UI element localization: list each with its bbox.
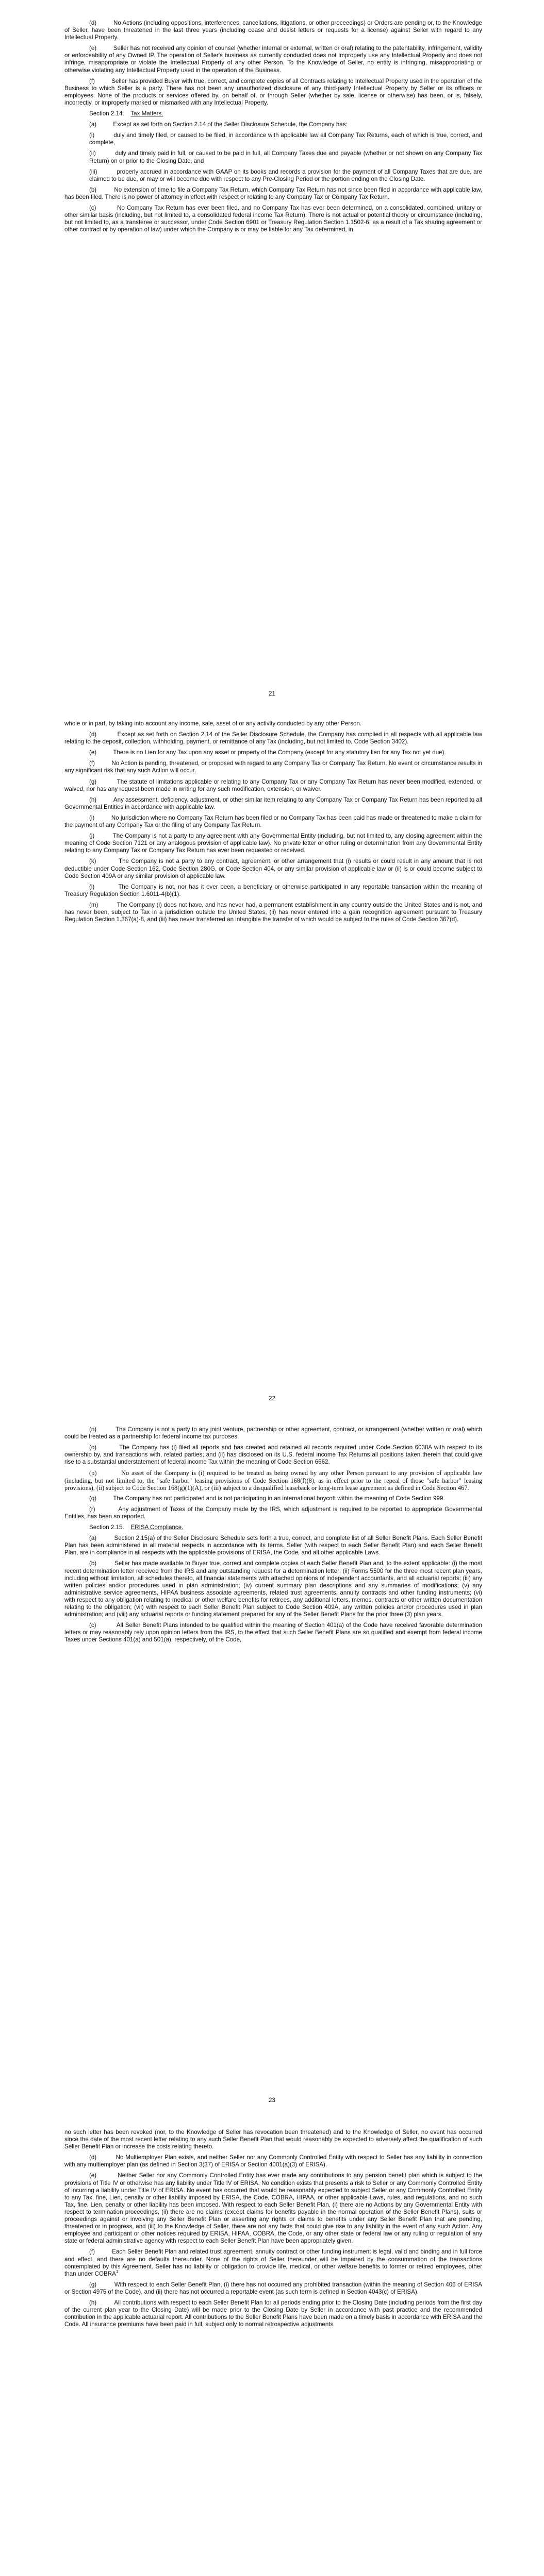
paragraph (64, 796, 482, 811)
paragraph-label: (q) (89, 1495, 97, 1502)
paragraph (64, 20, 482, 41)
footnote-reference: 1 (116, 2269, 119, 2274)
page-23-body (64, 1426, 482, 1647)
section-heading (89, 110, 482, 117)
paragraph-label: (g) (89, 778, 97, 785)
paragraph (64, 1426, 482, 1440)
sub-paragraph (64, 132, 482, 146)
paragraph-text: Neither Seller nor any Commonly Controlled Entity has ever made any contributions to any pension benefit plan which is subject to the provisions of Title IV or otherwise has any liability under Title IV of ERISA. No condition exists that presents a risk to Seller or any Commonly Controlled Entity of incurring a liability under Title IV of ERISA. No event has occurred that would be reasonably expected to subject Seller or any Commonly Controlled Entity to any Tax, fine, Lien, penalty or other liability imposed by ERISA, the Code, COBRA, HIPAA, or other applicable Laws, rules, and regulations, and no such Tax, fine, Lien, penalty or other liability has been imposed. With respect to each Seller Benefit Plan, (i) there are no Actions by any Governmental Entity with respect to termination proceedings, (ii) there are no claims (except claims for benefits payable in the normal operation of the Seller Benefit Plans), suits or proceedings against or involving any Seller Benefit Plan or asserting any rights or claims to benefits under any Seller Benefit Plan that are pending, threatened or in progress, and (iii) to the Knowledge of Seller, there are not any facts that could give rise to any liability in the event of any such Action. Any employee and participant or other notices required by ERISA, HIPAA, COBRA, the Code, or any other state or federal law or any ruling or regulation of any state or federal administrative agency with respect to each Seller Benefit Plan have been appropriately given. (64, 2172, 482, 2245)
paragraph-label: (d) (89, 2154, 97, 2161)
paragraph-label: (f) (89, 760, 95, 767)
paragraph-label: (f) (89, 77, 95, 84)
paragraph-label: (j) (89, 833, 95, 840)
paragraph (64, 2281, 482, 2296)
paragraph-text: duly and timely filed, or caused to be filed, in accordance with applicable law all Company Tax Returns, each of which is true, correct, and complete, (89, 132, 482, 146)
paragraph-label: (r) (89, 1505, 95, 1513)
paragraph-text: Any assessment, deficiency, adjustment, or other similar item relating to any Company Tax or Company Tax Return has been reported to all Governmental Entities in accordance with applicable law. (64, 796, 482, 810)
paragraph-text: Seller has provided Buyer with true, correct, and complete copies of all Contracts relating to Intellectual Property used in the operation of the Business to which Seller is a party. There has not been any unauthorized disclosure of any third-party Intellectual Property by Seller or its officers or employees. None of the products or services offered by, on behalf of, or through Seller (whether by sale, license or otherwise) has been, or is, falsely, incorrectly, or improperly marked or mismarked with any Intellectual Property. (64, 77, 482, 106)
paragraph-label: (a) (89, 1535, 97, 1542)
paragraph-label: (h) (89, 2299, 97, 2306)
paragraph-label: (k) (89, 858, 96, 865)
paragraph-label: (o) (89, 1444, 97, 1451)
paragraph (64, 1622, 482, 1643)
section-number: Section 2.14. (89, 110, 124, 117)
paragraph-label: (m) (89, 901, 98, 908)
paragraph-label: (f) (89, 2248, 95, 2256)
paragraph (64, 749, 482, 756)
paragraph (64, 1469, 482, 1491)
paragraph-label: (l) (89, 883, 95, 890)
paragraph (64, 760, 482, 774)
paragraph-label: (n) (89, 1426, 97, 1433)
paragraph-text: No jurisdiction where no Company Tax Return has been filed or no Company Tax has been paid has made or threatened to make a claim for the payment of any Company Tax or the filing of any Company Tax Return. (64, 814, 482, 829)
paragraph-text: The Company has (i) filed all reports and has created and retained all records required under Code Section 6038A with respect to its ownership by, and transactions with, related parties; and (ii) has disclosed on its U.S. federal income Tax Returns all positions taken therein that could give rise to a substantial understatement of federal income Tax within the meaning of Code Section 6662. (64, 1444, 483, 1466)
paragraph-text: The Company is not a party to any agreement with any Governmental Entity (including, but not limited to, any closing agreement within the meaning of Code Section 7121 or any analogous provision of applicable law). No private letter or other ruling or determination from any Governmental Entity relating to any Company Tax or Company Tax Return has ever been requested or received. (64, 833, 482, 854)
paragraph (64, 858, 482, 879)
paragraph-text: No Action is pending, threatened, or proposed with regard to any Company Tax or Company Tax Return. No event or circumstance results in any significant risk that any such Action will occur. (64, 760, 482, 774)
page-number: 22 (269, 1395, 275, 1402)
paragraph-text: The Company is not a party to any joint venture, partnership or other agreement, contract, or arrangement (whether written or oral) which could be treated as a partnership for federal income tax purposes. (64, 1426, 482, 1440)
paragraph (64, 2172, 482, 2245)
paragraph-text: No Actions (including oppositions, interferences, cancellations, litigations, or other proceedings) or Orders are pending or, to the Knowledge of Seller, have been threatened in the last three years (including cease and desist letters or requests for a license) against Seller with regard to any Intellectual Property. (64, 20, 482, 41)
paragraph-text: All contributions with respect to each Seller Benefit Plan for all periods ending prior to the Closing Date (including periods from the first day of the current plan year to the Closing Date) will be made prior to the Closing Date by Seller in accordance with past practice and the recommended contribution in the applicable actuarial report. All contributions to the Seller Benefit Plans have been made on a timely basis in accordance with ERISA and the Code. All insurance premiums have been paid in full, subject only to normal retrospective adjustments (64, 2299, 482, 2328)
paragraph-text: The Company (i) does not have, and has never had, a permanent establishment in any country outside the United States and is not, and has never been, subject to Tax in a jurisdiction outside the United States, (ii) has never entered into a gain recognition agreement pursuant to Treasury Regulation Section 1.367(a)-8, and (iii) has never transferred an intangible the transfer of which would be subject to the rules of Code Section 367(d). (64, 901, 482, 923)
paragraph-label: (d) (89, 731, 97, 738)
page-22-body (64, 720, 482, 927)
paragraph-label: (ii) (89, 150, 96, 157)
paragraph-label: (a) (89, 121, 97, 128)
paragraph (64, 1495, 482, 1502)
paragraph (64, 1535, 482, 1556)
paragraph-text: Each Seller Benefit Plan and related trust agreement, annuity contract or other funding instrument is legal, valid and binding and in full force and effect, and there are no defaults thereunder. None of the rights of Seller thereunder will be impaired by the consummation of the transactions contemplated by this Agreement. Seller has no liability or obligation to provide life, medical, or other welfare benefits to former or retired employees, other than under COBRA (64, 2248, 482, 2277)
paragraph-text: The Company has not participated and is not participating in an international boycott within the meaning of Code Section 999. (113, 1495, 445, 1502)
paragraph (64, 815, 482, 829)
paragraph-text: Section 2.15(a) of the Seller Disclosure Schedule sets forth a true, correct, and complete list of all Seller Benefit Plans. Each Seller Benefit Plan has been administered in all material respects in accordance with its terms. Seller (with respect to each Seller Benefit Plan) and each Seller Benefit Plan, are in compliance in all respects with the applicable provisions of ERISA, the Code, and all other applicable Laws. (64, 1535, 482, 1556)
paragraph (64, 833, 482, 854)
section-title: Tax Matters. (130, 110, 163, 117)
paragraph (64, 121, 482, 128)
paragraph-text: Except as set forth on Section 2.14 of the Seller Disclosure Schedule, the Company has: (113, 121, 348, 128)
page-number: 23 (269, 2097, 275, 2104)
section-title: ERISA Compliance. (130, 1524, 184, 1531)
paragraph-text: duly and timely paid in full, or caused to be paid in full, all Company Taxes due and payable (whether or not shown on any Company Tax Return) on or prior to the Closing Date, and (89, 150, 482, 164)
paragraph-label: (c) (89, 1622, 96, 1629)
paragraph (64, 731, 482, 745)
page-number: 21 (269, 690, 275, 697)
sub-paragraph (64, 168, 482, 183)
paragraph-text: No asset of the Company is (i) required to be treated as being owned by any other Person pursuant to any provision of applicable law (including, but not limited to, the "safe harbor" leasing provisions of Code Section 168(f)(8), as in effect prior to the repeal of those "safe harbor" leasing provisions), (ii) subject to Code Section 168(g)(1)(A), or (iii) subject to a disqualified leaseback or long-term lease agreement as defined in Code Section 467. (64, 1469, 482, 1492)
paragraph-text: The Company is not, nor has it ever been, a beneficiary or otherwise participated in any reportable transaction within the meaning of Treasury Regulation Section 1.6011-4(b)(1). (64, 883, 482, 897)
sub-paragraph (64, 150, 482, 164)
paragraph-text: All Seller Benefit Plans intended to be qualified within the meaning of Section 401(a) of the Code have received favorable determination letters or may reasonably rely upon opinion letters from the IRS, to the effect that such Seller Benefit Plans are so qualified and exempt from federal income Taxes under Sections 401(a) and 501(a), respectively, of the Code, (64, 1622, 482, 1643)
paragraph-text: Any adjustment of Taxes of the Company made by the IRS, which adjustment is required to be reported to appropriate Governmental Entities, has been so reported. (64, 1505, 482, 1520)
paragraph-text: There is no Lien for any Tax upon any asset or property of the Company (except for any statutory lien for any Tax not yet due). (113, 749, 446, 756)
paragraph (64, 1560, 482, 1618)
paragraph-text: With respect to each Seller Benefit Plan, (i) there has not occurred any prohibited transaction (within the meaning of Section 406 of ERISA or Section 4975 of the Code), and (ii) there has not occurred a reportable event (as such term is defined in Section 4043(c) of ERISA). (64, 2281, 482, 2295)
paragraph (64, 205, 482, 233)
paragraph-text: Seller has not received any opinion of counsel (whether internal or external, written or oral) relating to the patentability, infringement, validity or enforceability of any Owned IP. The operation of Seller's business as currently conducted does not improperly use any Intellectual Property and does not infringe, misappropriate or violate the Intellectual Property of any other Person. To the Knowledge of Seller, no entity is infringing, misappropriating or otherwise violating any Intellectual Property used in the operation of the Business. (64, 45, 482, 74)
paragraph-text: No extension of time to file a Company Tax Return, which Company Tax Return has not since been filed in accordance with applicable law, has been filed. There is no power of attorney in effect with respect or relating to any Company Tax or Company Tax Return. (64, 186, 482, 200)
paragraph-text: Except as set forth on Section 2.14 of the Seller Disclosure Schedule, the Company has complied in all respects with all applicable law relating to the deposit, collection, withholding, payment, or remittance of any Tax (including, but not limited to, Code Section 3402). (64, 731, 482, 745)
paragraph (64, 2299, 482, 2328)
paragraph-text: properly accrued in accordance with GAAP on its books and records a provision for the payment of all Company Taxes that are due, are claimed to be due, or may or will become due with respect to any Pre-Closing Period or the portion ending on the Closing Date. (89, 168, 483, 182)
paragraph (64, 884, 482, 898)
paragraph-label: (e) (89, 2172, 97, 2179)
paragraph-label: (b) (89, 186, 97, 193)
paragraph (64, 778, 482, 793)
paragraph (64, 1444, 482, 1466)
section-heading (89, 1524, 482, 1531)
paragraph-label: (g) (89, 2281, 97, 2288)
paragraph-label: (b) (89, 1560, 97, 1567)
page-21-body (64, 20, 482, 237)
paragraph (64, 2154, 482, 2168)
paragraph (64, 902, 482, 923)
paragraph-text: The Company is not a party to any contract, agreement, or other arrangement that (i) results or could result in any amount that is not deductible under Code Section 162, Code Section 280G, or Code Section 404, or any similar provision of applicable law or (ii) is or could become subject to Code Section 409A or any similar provision of applicable law. (64, 858, 482, 879)
paragraph (64, 720, 482, 727)
paragraph-text: No Company Tax Return has ever been filed, and no Company Tax has ever been determined, on a consolidated, combined, unitary or other similar basis (including, but not limited to, a consolidated federal income Tax Return). There is not actual or potential theory or circumstance (including, but not limited to, as a transferee or successor, under Code Section 6901 or Treasury Regulation Section 1.1502-6, as a result of a Tax sharing agreement or other contract or by operation of law) under which the Company is or may be liable for any Tax determined, in (64, 204, 482, 233)
paragraph-label: (p) (89, 1469, 97, 1477)
paragraph (64, 45, 482, 74)
paragraph (64, 1506, 482, 1520)
paragraph (64, 2248, 482, 2277)
paragraph-text: no such letter has been revoked (nor, to the Knowledge of Seller has revocation been threatened) and to the Knowledge of Seller, no event has occurred since the date of the most recent letter relating to any such Seller Benefit Plan that would reasonably be expected to adversely affect the qualification of such Seller Benefit Plan or increase the costs relating thereto. (64, 2129, 482, 2150)
paragraph-text: whole or in part, by taking into account any income, sale, asset of or any activity conducted by any other Person. (64, 720, 362, 727)
paragraph-label: (i) (89, 132, 95, 139)
paragraph-text: Seller has made available to Buyer true, correct and complete copies of each Seller Benefit Plan and, to the extent applicable: (i) the most recent determination letter received from the IRS and any outstanding request for a determination letter; (ii) Forms 5500 for the three most recent plan years, including without limitation, all schedules thereto, all financial statements with attached opinions of independent accountants, and all actuarial reports; (iii) any written policies and/or procedures used in plan administration; (iv) current summary plan descriptions and any summaries of modifications; (v) any administrative service agreements, HIPAA business associate agreements, related trust agreements, annuity contracts and other funding instruments; (vi) with respect to any obligation relating to medical or other welfare benefits for retirees, any additional letters, memos, contracts or other written documentation relating to the obligation; (vii) with respect to each Seller Benefit Plan subject to Code Section 409A, any written policies and/or procedures used in plan administration; and (viii) any actuarial reports or funding statement prepared for any of the Seller Benefit Plans for the prior three (3) plan years. (64, 1560, 482, 1618)
paragraph-text: The statute of limitations applicable or relating to any Company Tax or any Company Tax Return has never been modified, extended, or waived, nor has any request been made in writing for any such modification, extension, or waiver. (64, 778, 482, 792)
paragraph-label: (h) (89, 796, 97, 803)
paragraph-label: (c) (89, 204, 96, 211)
paragraph-label: (i) (89, 814, 95, 821)
section-number: Section 2.15. (89, 1524, 124, 1531)
paragraph (64, 187, 482, 201)
paragraph-text: No Multiemployer Plan exists, and neither Seller nor any Commonly Controlled Entity with respect to Seller has any liability in connection with any multiemployer plan (as defined in Section 3(37) of ERISA or Section 4001(a)(3) of ERISA). (64, 2154, 482, 2168)
paragraph-label: (iii) (89, 168, 97, 175)
paragraph (64, 2129, 482, 2150)
paragraph-label: (e) (89, 749, 97, 756)
paragraph-label: (d) (89, 20, 97, 26)
paragraph (64, 78, 482, 107)
page-24-body (64, 2129, 482, 2332)
paragraph-label: (e) (89, 45, 97, 52)
